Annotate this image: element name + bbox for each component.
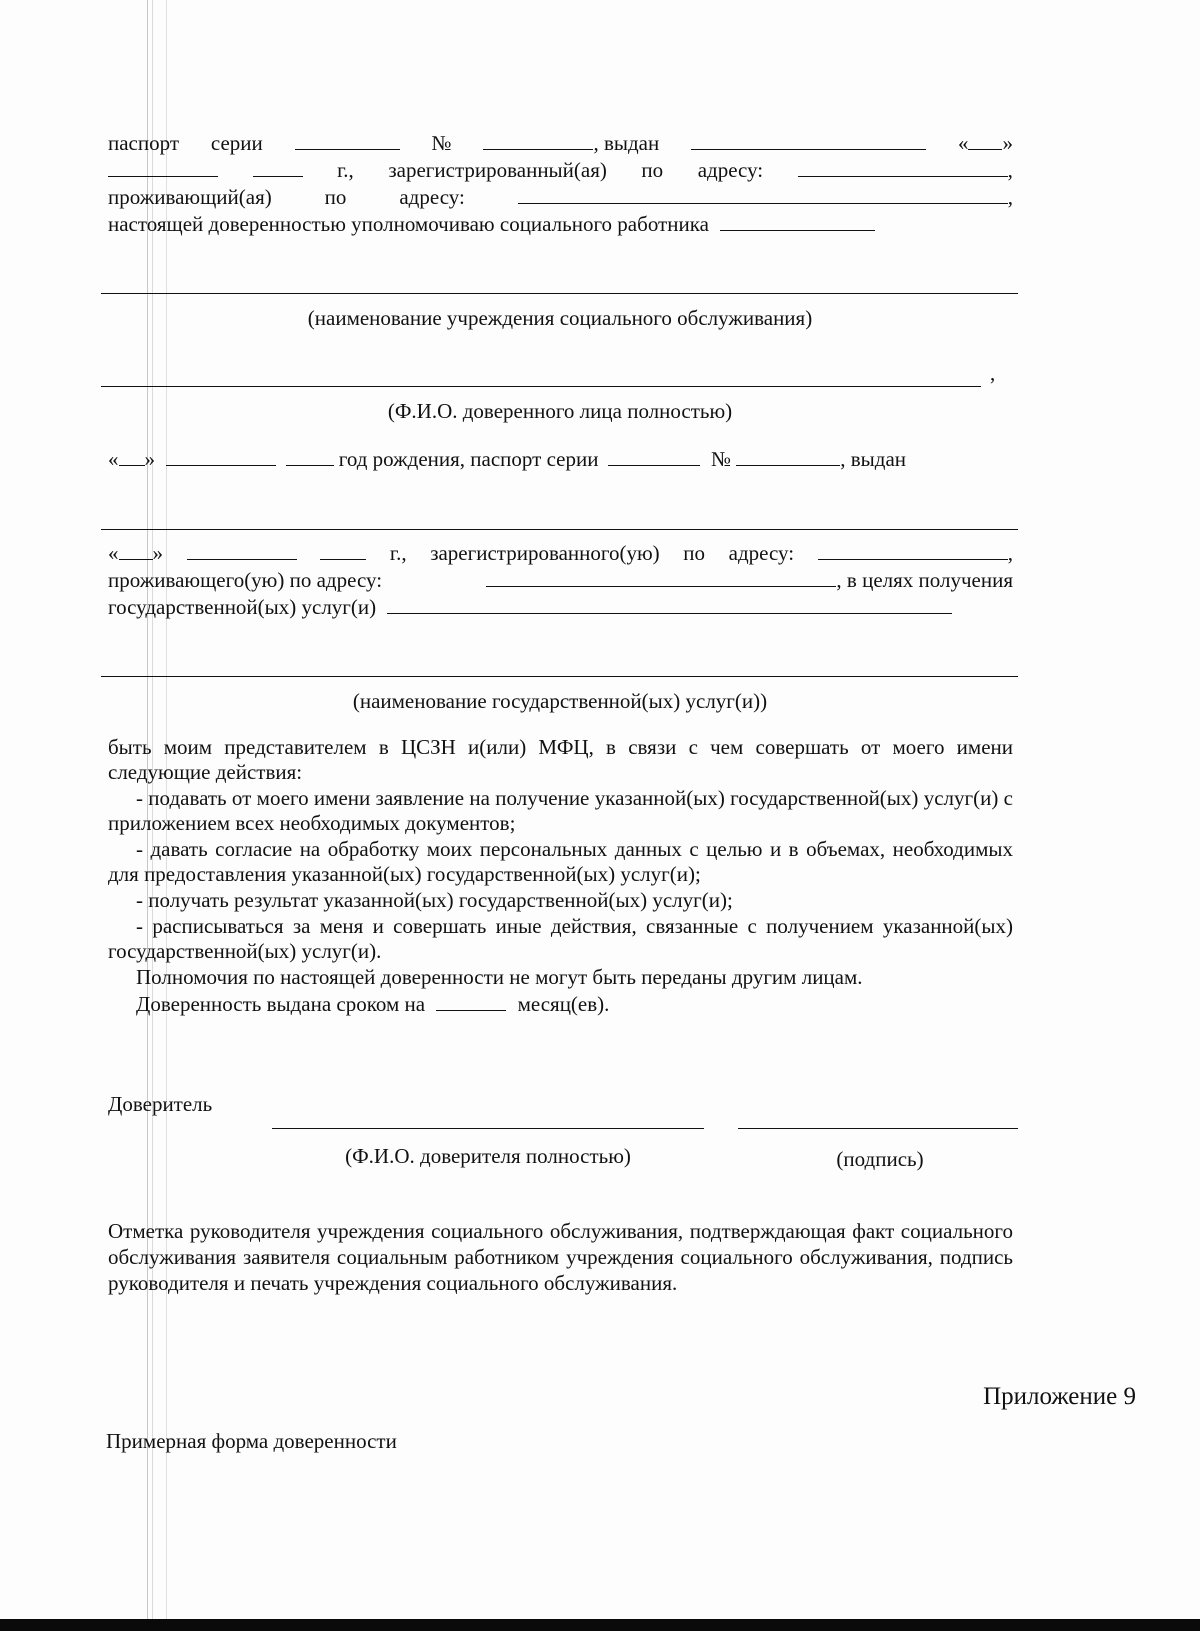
registration-address-blank: [798, 158, 1008, 177]
issued-label: , выдан: [840, 447, 907, 471]
proxy-residence-line: [108, 567, 1013, 593]
year-label: г.,: [389, 541, 407, 565]
services-blank: [387, 595, 952, 614]
quote-open: «: [957, 131, 969, 155]
caption-services: (наименование государственной(ых) услуг(и)): [352, 689, 768, 713]
action-item: - получать результат указанной(ых) государственной(ых) услуг(и);: [136, 888, 733, 912]
by-label: по: [683, 541, 706, 565]
residence-line: [108, 184, 1013, 210]
registration-address-blank: [818, 541, 1008, 560]
residence-address-blank: [486, 568, 836, 587]
comma: ,: [990, 361, 996, 385]
passport-label: паспорт: [108, 131, 180, 155]
principal-fio-rule: [272, 1128, 704, 1129]
issued-by-blank: [691, 131, 926, 150]
comma: ,: [1007, 158, 1013, 182]
birth-line: [108, 446, 906, 472]
caption-principal-fio: (Ф.И.О. доверителя полностью): [345, 1144, 631, 1168]
passport-number-blank: [483, 131, 593, 150]
comma: ,: [1007, 541, 1013, 565]
action-item: - давать согласие на обработку моих персональных данных с целью и в объемах, необходимых для предоставления указанной(ых) государственной(ых) услуг(и);: [108, 837, 1013, 886]
powers-paragraph: Полномочия по настоящей доверенности не могут быть переданы другим лицам.: [136, 965, 863, 989]
number-sign: №: [710, 447, 731, 471]
address-label: адресу:: [399, 185, 465, 209]
services-label: государственной(ых) услуг(и): [108, 595, 377, 619]
passport-line: [108, 130, 1013, 156]
term-suffix: месяц(ев).: [517, 992, 610, 1016]
quote-close: »: [144, 447, 155, 471]
passport-number-blank: [736, 447, 840, 466]
year-blank: [320, 541, 366, 560]
year-blank: [286, 447, 334, 466]
principal-label: Доверитель: [108, 1092, 213, 1116]
by-label: по: [641, 158, 664, 182]
caption-signature: (подпись): [836, 1147, 924, 1171]
month-blank: [166, 447, 276, 466]
residing-label: проживающий(ая): [108, 185, 272, 209]
number-sign: №: [431, 131, 452, 155]
address-label: адресу:: [728, 541, 795, 565]
passport-series-blank: [608, 447, 700, 466]
registration-line: [108, 157, 1013, 183]
residence-address-blank: [518, 185, 1008, 204]
passport-series-blank: [295, 131, 400, 150]
day-blank: [119, 447, 145, 466]
representative-paragraph: быть моим представителем в ЦСЗН и(или) МФЦ, в связи с чем совершать от моего имени следующие действия:: [108, 735, 1013, 784]
services-line: [108, 594, 952, 620]
year-blank: [253, 158, 303, 177]
scan-bottom-edge: [0, 1619, 1200, 1631]
action-item: - расписываться за меня и совершать иные действия, связанные с получением указанной(ых) государственной(ых) услуг(и).: [108, 914, 1013, 963]
series-label: серии: [210, 131, 263, 155]
day-blank: [968, 131, 1002, 150]
birth-year-label: год рождения, паспорт серии: [338, 447, 599, 471]
authorize-text: настоящей доверенностью уполномочиваю социального работника: [108, 212, 709, 236]
caption-proxy-fio: (Ф.И.О. доверенного лица полностью): [387, 399, 733, 423]
services-rule: [101, 676, 1018, 677]
term-months-blank: [436, 992, 506, 1011]
issued-by-rule: [101, 529, 1018, 530]
action-item: - подавать от моего имени заявление на получение указанной(ых) государственной(ых) услуг(и) с приложением всех необходимых документов;: [108, 786, 1013, 835]
signature-rule: [738, 1128, 1018, 1129]
quote-close: »: [152, 541, 163, 565]
term-prefix: Доверенность выдана сроком на: [136, 992, 426, 1016]
day-blank: [119, 541, 153, 560]
institution-rule: [101, 293, 1018, 294]
purpose-label: , в целях получения: [836, 568, 1013, 592]
quote-open: «: [108, 447, 119, 471]
month-blank: [108, 158, 218, 177]
registered-label: зарегистрированного(ую): [430, 541, 660, 565]
proxy-registration-line: [108, 540, 1013, 566]
year-label: г.,: [337, 158, 354, 182]
appendix-label: Приложение 9: [983, 1383, 1136, 1410]
by-label: по: [324, 185, 347, 209]
proxy-fio-rule: [101, 386, 981, 387]
registered-label: зарегистрированный(ая): [388, 158, 607, 182]
caption-institution: (наименование учреждения социального обслуживания): [307, 306, 813, 330]
address-label: адресу:: [697, 158, 764, 182]
authorize-line: [108, 211, 875, 237]
month-blank: [187, 541, 297, 560]
issued-label: , выдан: [593, 131, 660, 155]
term-line: [136, 991, 609, 1017]
head-mark-paragraph: Отметка руководителя учреждения социального обслуживания, подтверждающая факт социального обслуживания заявителя социальным работником учреждения социального обслуживания, подпись руководителя и печать учреждения социального обслуживания.: [108, 1219, 1013, 1295]
quote-open: «: [108, 541, 119, 565]
social-worker-blank: [720, 212, 875, 231]
comma: ,: [1007, 185, 1013, 209]
sample-form-title: Примерная форма доверенности: [106, 1429, 397, 1453]
quote-close: »: [1002, 131, 1013, 155]
residing-label: проживающего(ую) по адресу:: [108, 568, 383, 592]
